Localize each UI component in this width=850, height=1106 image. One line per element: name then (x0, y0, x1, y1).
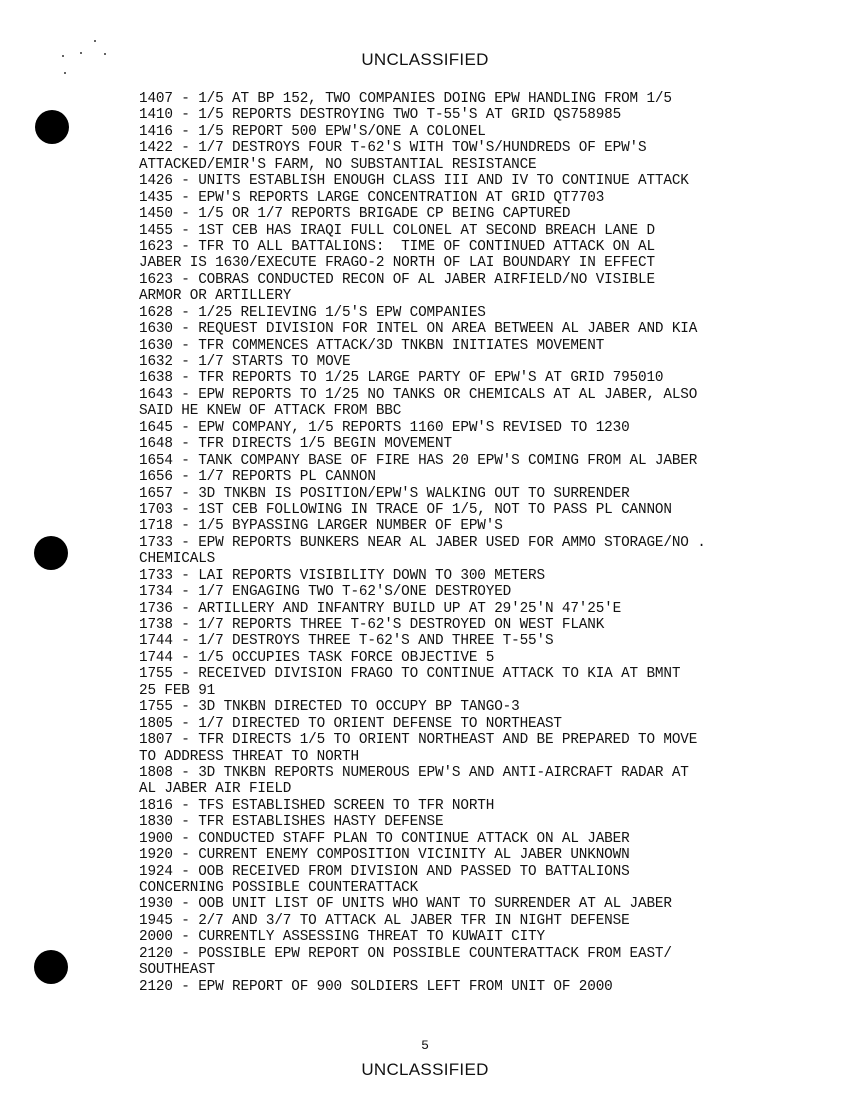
log-line: 1733 - LAI REPORTS VISIBILITY DOWN TO 300 METERS (139, 567, 545, 584)
log-line: 25 FEB 91 (139, 682, 216, 699)
log-line: 1628 - 1/25 RELIEVING 1/5'S EPW COMPANIES (139, 304, 486, 321)
log-line: 1945 - 2/7 AND 3/7 TO ATTACK AL JABER TFR IN NIGHT DEFENSE (139, 912, 630, 929)
punch-hole-top (35, 110, 69, 144)
log-line: 1426 - UNITS ESTABLISH ENOUGH CLASS III AND IV TO CONTINUE ATTACK (139, 173, 689, 190)
log-line: 1733 - EPW REPORTS BUNKERS NEAR AL JABER USED FOR AMMO STORAGE/NO . (139, 534, 706, 551)
log-line: 1805 - 1/7 DIRECTED TO ORIENT DEFENSE TO NORTHEAST (139, 715, 562, 732)
log-line: 2120 - POSSIBLE EPW REPORT ON POSSIBLE COUNTERATTACK FROM EAST/ (139, 945, 672, 962)
log-line: 1816 - TFS ESTABLISHED SCREEN TO TFR NORTH (139, 797, 495, 814)
log-line: 1703 - 1ST CEB FOLLOWING IN TRACE OF 1/5, NOT TO PASS PL CANNON (139, 501, 672, 518)
log-line: 1623 - COBRAS CONDUCTED RECON OF AL JABER AIRFIELD/NO VISIBLE (139, 271, 655, 288)
log-line: SAID HE KNEW OF ATTACK FROM BBC (139, 403, 402, 420)
log-line: 1924 - OOB RECEIVED FROM DIVISION AND PASSED TO BATTALIONS (139, 863, 630, 880)
log-line: 1623 - TFR TO ALL BATTALIONS: TIME OF CONTINUED ATTACK ON AL (139, 238, 655, 255)
log-line: 1657 - 3D TNKBN IS POSITION/EPW'S WALKING OUT TO SURRENDER (139, 485, 630, 502)
log-line: 1920 - CURRENT ENEMY COMPOSITION VICINITY AL JABER UNKNOWN (139, 847, 630, 864)
log-line: ATTACKED/EMIR'S FARM, NO SUBSTANTIAL RESISTANCE (139, 156, 537, 173)
chronology-log (139, 91, 819, 995)
log-line: 1718 - 1/5 BYPASSING LARGER NUMBER OF EPW'S (139, 518, 503, 535)
log-line: 1450 - 1/5 OR 1/7 REPORTS BRIGADE CP BEING CAPTURED (139, 206, 571, 223)
log-line: 1900 - CONDUCTED STAFF PLAN TO CONTINUE ATTACK ON AL JABER (139, 830, 630, 847)
log-line: 1744 - 1/5 OCCUPIES TASK FORCE OBJECTIVE 5 (139, 649, 495, 666)
classification-header: UNCLASSIFIED (361, 50, 489, 69)
log-line: 1807 - TFR DIRECTS 1/5 TO ORIENT NORTHEAST AND BE PREPARED TO MOVE (139, 732, 698, 749)
log-line: AL JABER AIR FIELD (139, 781, 292, 798)
log-line: TO ADDRESS THREAT TO NORTH (139, 748, 359, 765)
log-line: JABER IS 1630/EXECUTE FRAGO-2 NORTH OF LAI BOUNDARY IN EFFECT (139, 255, 655, 272)
log-line: 1630 - TFR COMMENCES ATTACK/3D TNKBN INITIATES MOVEMENT (139, 337, 605, 354)
log-line: 1638 - TFR REPORTS TO 1/25 LARGE PARTY OF EPW'S AT GRID 795010 (139, 370, 664, 387)
log-line: 1755 - RECEIVED DIVISION FRAGO TO CONTINUE ATTACK TO KIA AT BMNT (139, 666, 681, 683)
log-line: CHEMICALS (139, 551, 216, 568)
log-line: 1654 - TANK COMPANY BASE OF FIRE HAS 20 EPW'S COMING FROM AL JABER (139, 452, 698, 469)
punch-hole-bottom (34, 950, 68, 984)
log-line: 1656 - 1/7 REPORTS PL CANNON (139, 469, 376, 486)
log-line: 1648 - TFR DIRECTS 1/5 BEGIN MOVEMENT (139, 436, 452, 453)
page-number: 5 (421, 1038, 429, 1053)
log-line: 1738 - 1/7 REPORTS THREE T-62'S DESTROYED ON WEST FLANK (139, 617, 605, 633)
log-line: 1645 - EPW COMPANY, 1/5 REPORTS 1160 EPW'S REVISED TO 1230 (139, 419, 630, 436)
log-line: 1407 - 1/5 AT BP 152, TWO COMPANIES DOING EPW HANDLING FROM 1/5 (139, 91, 672, 107)
log-line: 1930 - OOB UNIT LIST OF UNITS WHO WANT TO SURRENDER AT AL JABER (139, 896, 672, 913)
log-line: 1416 - 1/5 REPORT 500 EPW'S/ONE A COLONEL (139, 123, 486, 140)
log-line: 1435 - EPW'S REPORTS LARGE CONCENTRATION AT GRID QT7703 (139, 189, 605, 206)
log-line: 2120 - EPW REPORT OF 900 SOLDIERS LEFT FROM UNIT OF 2000 (139, 978, 613, 995)
log-line: 2000 - CURRENTLY ASSESSING THREAT TO KUWAIT CITY (139, 929, 545, 946)
classification-footer: UNCLASSIFIED (361, 1060, 489, 1079)
log-line: ARMOR OR ARTILLERY (139, 288, 292, 305)
log-line: SOUTHEAST (139, 962, 216, 979)
log-line: 1830 - TFR ESTABLISHES HASTY DEFENSE (139, 814, 444, 831)
scan-speck (64, 72, 66, 74)
scan-speck (94, 40, 96, 42)
log-line: 1630 - REQUEST DIVISION FOR INTEL ON AREA BETWEEN AL JABER AND KIA (139, 321, 698, 338)
log-line: 1736 - ARTILLERY AND INFANTRY BUILD UP AT 29'25'N 47'25'E (139, 600, 622, 617)
log-line: CONCERNING POSSIBLE COUNTERATTACK (139, 880, 419, 896)
log-line: 1455 - 1ST CEB HAS IRAQI FULL COLONEL AT SECOND BREACH LANE D (139, 222, 655, 239)
log-line: 1755 - 3D TNKBN DIRECTED TO OCCUPY BP TANGO-3 (139, 699, 520, 716)
log-line: 1632 - 1/7 STARTS TO MOVE (139, 354, 351, 370)
punch-hole-middle (34, 536, 68, 570)
log-line: 1422 - 1/7 DESTROYS FOUR T-62'S WITH TOW'S/HUNDREDS OF EPW'S (139, 140, 647, 157)
log-line: 1643 - EPW REPORTS TO 1/25 NO TANKS OR CHEMICALS AT AL JABER, ALSO (139, 386, 698, 403)
log-line: 1808 - 3D TNKBN REPORTS NUMEROUS EPW'S AND ANTI-AIRCRAFT RADAR AT (139, 764, 689, 781)
log-line: 1734 - 1/7 ENGAGING TWO T-62'S/ONE DESTROYED (139, 584, 512, 601)
log-line: 1410 - 1/5 REPORTS DESTROYING TWO T-55'S AT GRID QS758985 (139, 107, 622, 124)
log-line: 1744 - 1/7 DESTROYS THREE T-62'S AND THREE T-55'S (139, 633, 554, 650)
